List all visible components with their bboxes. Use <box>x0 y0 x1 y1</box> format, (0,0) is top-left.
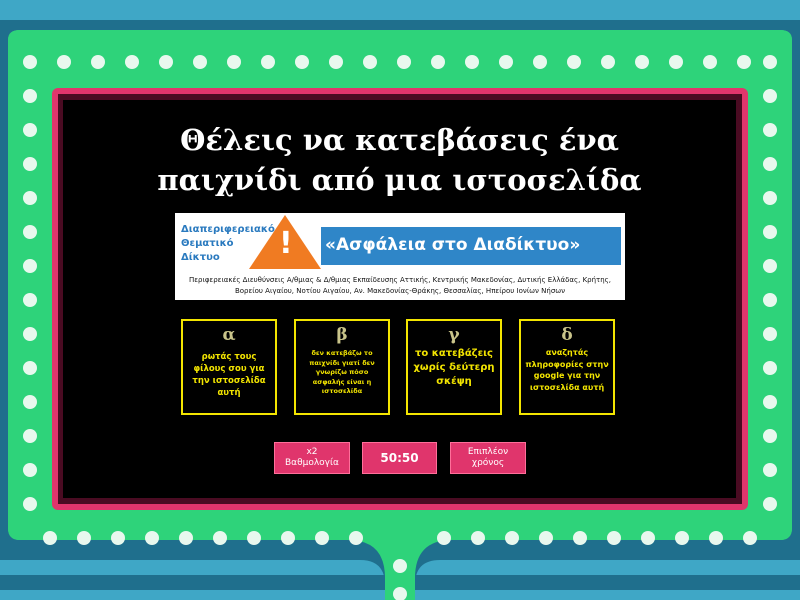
extra-time-label-1: Επιπλέον <box>467 447 509 457</box>
answer-letter: β <box>336 325 348 345</box>
answer-option-d[interactable] <box>519 319 615 415</box>
banner-title: «Ασφάλεια στο Διαδίκτυο» <box>325 235 581 255</box>
question-line-2: παιχνίδι από μια ιστοσελίδα <box>157 163 642 197</box>
double-score-label-1: x2 <box>306 447 318 457</box>
question-image-banner <box>175 213 625 300</box>
answer-text: δεν κατεβάζω το παιχνίδι γιατί δεν γνωρίζω πόσο ασφαλής είναι η ιστοσελίδα <box>309 349 375 395</box>
banner-subtitle-line-1: Περιφερειακές Διευθύνσεις Α/θμιας & Δ/θμιας Εκπαίδευσης Αττικής, Κεντρικής Μακεδονίας, Δυτικής Ελλάδας, Κρήτης, <box>188 276 612 284</box>
answer-options <box>181 319 621 419</box>
answer-text: το κατεβάζεις χωρίς δεύτερη σκέψη <box>413 348 495 387</box>
extra-time-label-2: χρόνος <box>471 458 505 468</box>
fifty-fifty-label: 50:50 <box>380 450 419 465</box>
question-text <box>63 120 736 200</box>
answer-letter: δ <box>561 325 573 345</box>
extra-time-button[interactable] <box>450 442 526 474</box>
banner-subtitle-line-2: Βορείου Αιγαίου, Νοτίου Αιγαίου, Αν. Μακεδονίας-Θράκης, Θεσσαλίας, Ηπείρου Ιονίων Νήσων <box>234 287 566 295</box>
answer-option-a[interactable] <box>181 319 277 415</box>
exclamation-icon: ! <box>279 226 293 261</box>
banner-left-line-1: Διαπεριφερειακό <box>181 224 275 235</box>
banner-subtitle <box>179 275 621 297</box>
double-score-label-2: Βαθμολογία <box>285 458 339 468</box>
powerup-bar <box>274 442 534 474</box>
answer-letter: α <box>222 325 236 345</box>
question-line-1: Θέλεις να κατεβάσεις ένα <box>180 123 619 157</box>
banner-left-line-3: Δίκτυο <box>181 252 220 263</box>
banner-title-box <box>321 227 621 265</box>
answer-text: αναζητάς πληροφορίες στην google για την ιστοσελίδα αυτή <box>525 348 609 392</box>
double-score-button[interactable] <box>274 442 350 474</box>
fifty-fifty-button[interactable] <box>362 442 437 474</box>
answer-option-b[interactable] <box>294 319 390 415</box>
answer-letter: γ <box>448 325 460 345</box>
answer-text: ρωτάς τους φίλους σου για την ιστοσελίδα αυτή <box>192 352 266 398</box>
answer-option-c[interactable] <box>406 319 502 415</box>
banner-left-line-2: Θεματικό <box>181 238 234 249</box>
